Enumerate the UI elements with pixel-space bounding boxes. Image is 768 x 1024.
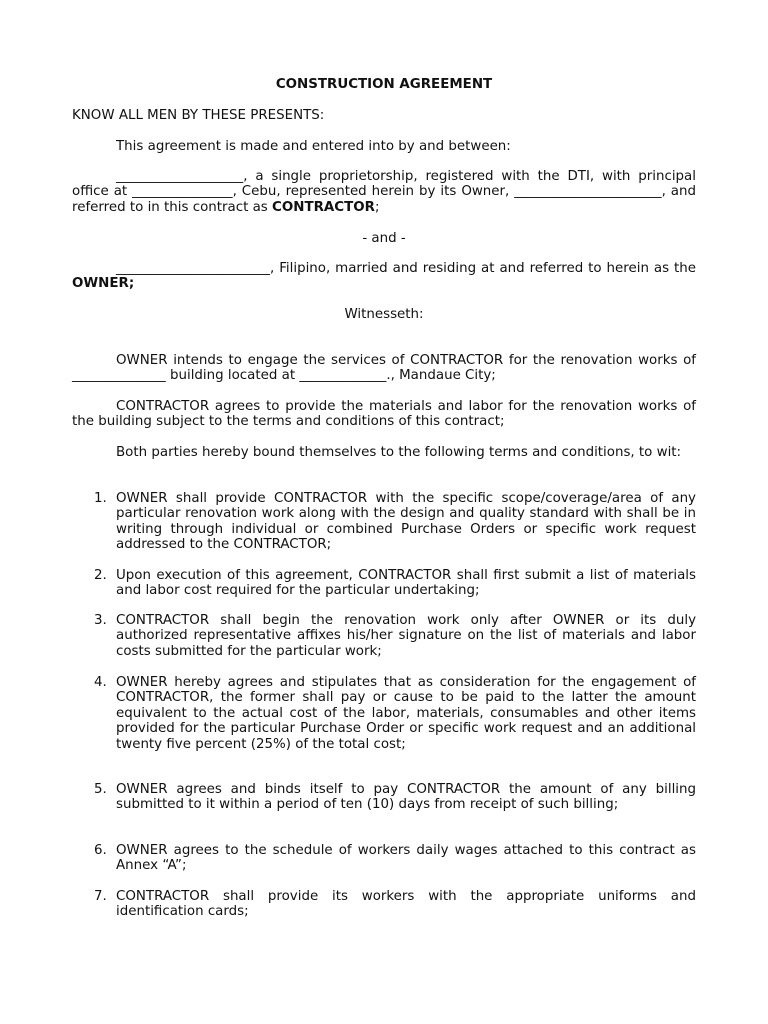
list-item-text: OWNER agrees to the schedule of workers daily wages attached to this contract as Annex “A”;	[116, 843, 696, 874]
list-item-number: 5.	[94, 782, 107, 797]
contractor-party-paragraph	[72, 169, 696, 215]
list-item-number: 6.	[94, 843, 107, 858]
list-item-number: 4.	[94, 675, 107, 690]
list-item-number: 7.	[94, 889, 107, 904]
list-item-number: 1.	[94, 491, 107, 506]
list-item-number: 2.	[94, 568, 107, 583]
recital-paragraph: CONTRACTOR agrees to provide the materials and labor for the renovation works of the building subject to the terms and conditions of this contract;	[72, 399, 696, 430]
list-item-text: OWNER agrees and binds itself to pay CONTRACTOR the amount of any billing submitted to it within a period of ten (10) days from receipt of such billing;	[116, 782, 696, 813]
intro-paragraph: This agreement is made and entered into by and between:	[116, 139, 511, 154]
know-all-heading: KNOW ALL MEN BY THESE PRESENTS:	[72, 108, 325, 123]
and-separator: - and -	[362, 231, 406, 246]
list-item-number: 3.	[94, 613, 107, 628]
contractor-party-text: ___________________, a single proprietorship, registered with the DTI, with principal office at _______________, Cebu, represented herein by its Owner, ______________________, and referred to in this contract as	[72, 169, 696, 215]
recital-paragraph: OWNER intends to engage the services of CONTRACTOR for the renovation works of ______________ building located at _____________., Mandaue City;	[72, 353, 696, 384]
recital-paragraph: Both parties hereby bound themselves to the following terms and conditions, to wit:	[116, 445, 682, 460]
contractor-party-tail: ;	[374, 199, 380, 215]
witnesseth-heading: Witnesseth:	[344, 307, 424, 322]
owner-label: OWNER;	[72, 276, 135, 292]
document-title: CONSTRUCTION AGREEMENT	[275, 77, 493, 92]
list-item-text: Upon execution of this agreement, CONTRACTOR shall first submit a list of materials and labor cost required for the particular undertaking;	[116, 568, 696, 599]
list-item-text: CONTRACTOR shall provide its workers with the appropriate uniforms and identification cards;	[116, 889, 696, 920]
owner-party-text: _______________________, Filipino, married and residing at and referred to herein as the	[116, 261, 696, 276]
contractor-label: CONTRACTOR	[272, 199, 375, 215]
owner-party-paragraph	[72, 261, 696, 292]
list-item-text: OWNER hereby agrees and stipulates that as consideration for the engagement of CONTRACTOR, the former shall pay or cause to be paid to the latter the amount equivalent to the actual cost of the labor, materials, consumables and other items provided for the particular Purchase Order or specific work request and an additional twenty five percent (25%) of the total cost;	[116, 675, 696, 752]
list-item-text: OWNER shall provide CONTRACTOR with the specific scope/coverage/area of any particular renovation work along with the design and quality standard with shall be in writing through individual or combined Purchase Orders or specific work request addressed to the CONTRACTOR;	[116, 491, 696, 553]
list-item-text: CONTRACTOR shall begin the renovation work only after OWNER or its duly authorized representative affixes his/her signature on the list of materials and labor costs submitted for the particular work;	[116, 613, 696, 659]
